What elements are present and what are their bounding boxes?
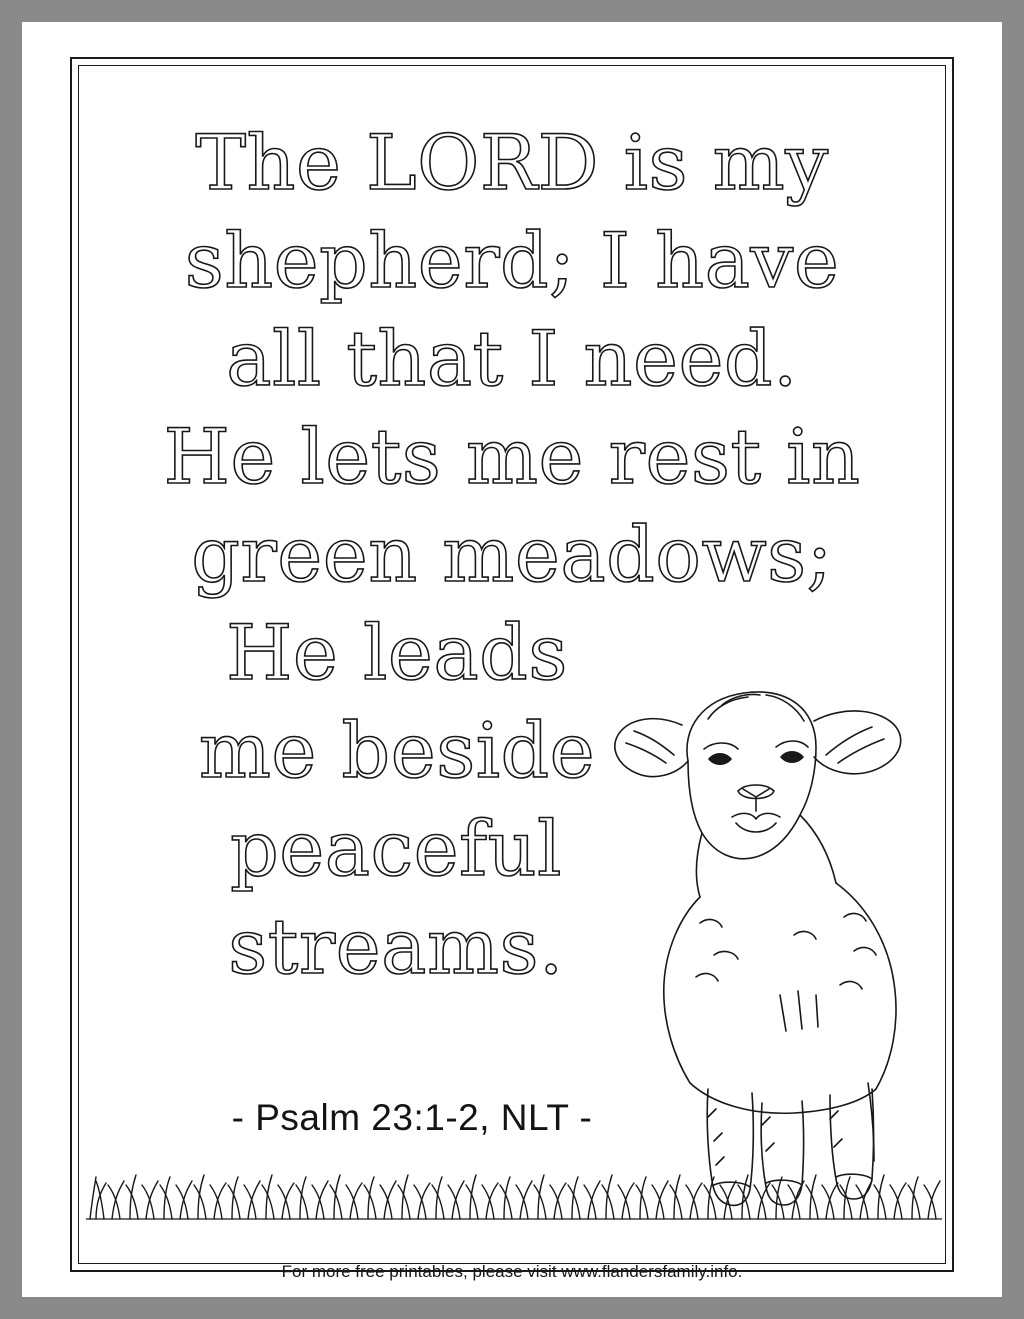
verse-attribution: - Psalm 23:1-2, NLT - xyxy=(231,1097,593,1138)
grass-border xyxy=(86,1149,942,1221)
footer-credit: For more free printables, please visit www.flandersfamily.info. xyxy=(281,1262,743,1281)
verse-line: me beside xyxy=(198,706,596,796)
printable-page xyxy=(22,22,1002,1297)
verse-line: streams. xyxy=(228,902,564,992)
verse-line: all that I need. xyxy=(226,314,798,404)
verse-line: shepherd; I have xyxy=(184,216,840,306)
verse-line: The LORD is my xyxy=(195,118,829,207)
lamb-illustration xyxy=(604,665,944,1225)
verse-line: He lets me rest in xyxy=(163,412,861,502)
verse-line: peaceful xyxy=(230,804,562,894)
verse-line: He leads xyxy=(226,608,568,698)
verse-line: green meadows; xyxy=(191,510,833,600)
